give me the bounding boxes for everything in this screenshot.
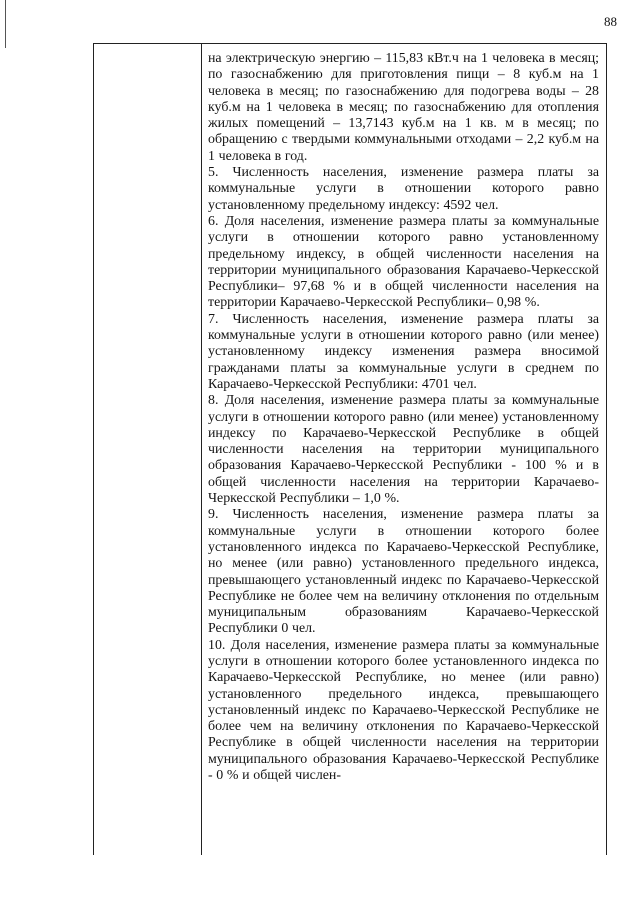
paragraph-item-6: 6. Доля населения, изменение размера платы за коммунальные услуги в отношении которого равно установленному предельному индексу, в общей численности населения на территории муниципального образования Карачаево-Черкесской Республики– 97,68 % и в общей численности населения на территории Карачаево-Черкесской Республики– 0,98 %. <box>208 213 599 311</box>
page-number: 88 <box>604 14 617 29</box>
table-empty-cell <box>94 44 202 855</box>
document-table <box>93 43 607 855</box>
table-text-cell <box>202 44 606 855</box>
paragraph-item-7: 7. Численность населения, изменение размера платы за коммунальные услуги в отношении которого равно (или менее) установленному индексу изменения размера вносимой гражданами платы за коммунальные услуги в среднем по Карачаево-Черкесской Республики: 4701 чел. <box>208 311 599 392</box>
paragraph-item-8: 8. Доля населения, изменение размера платы за коммунальные услуги в отношении которого равно (или менее) установленному индексу по Карачаево-Черкесской Республике в общей численности населения на территории муниципального образования Карачаево-Черкесской Республики - 100 % и в общей численности населения на территории Карачаево-Черкесской Республики – 1,0 %. <box>208 393 599 507</box>
paragraph-consumption-norms: на электрическую энергию – 115,83 кВт.ч на 1 человека в месяц; по газоснабжению для приготовления пищи – 8 куб.м на 1 человека в месяц; по газоснабжению для подогрева воды – 28 куб.м на 1 человека в месяц; по газоснабжению для отопления жилых помещений – 13,7143 куб.м на 1 кв. м в месяц; по обращению с твердыми коммунальными отходами – 2,2 куб.м на 1 человека в год. <box>208 51 599 164</box>
paragraph-item-5: 5. Численность населения, изменение размера платы за коммунальные услуги в отношении которого равно установленному предельному индексу: 4592 чел. <box>208 165 599 213</box>
paragraph-item-10: 10. Доля населения, изменение размера платы за коммунальные услуги в отношении которого более установленного индекса по Карачаево-Черкесской Республике, но менее (или равно) установленного предельного индекса, превышающего установленный индекс по Карачаево-Черкесской Республике не более чем на величину отклонения по Карачаево-Черкесской Республике в общей численности населения на территории муниципального образования Карачаево-Черкесской Республике - 0 % и общей числен- <box>208 637 599 784</box>
paragraph-item-9: 9. Численность населения, изменение размера платы за коммунальные услуги в отношении которого более установленного индекса по Карачаево-Черкесской Республике, но менее (или равно) установленного предельного индекса, превышающего установленный индекс по Карачаево-Черкесской Республике не более чем на величину отклонения по отдельным муниципальным образованиям Карачаево-Черкесской Республики 0 чел. <box>208 507 599 637</box>
scan-edge-line <box>5 0 6 48</box>
